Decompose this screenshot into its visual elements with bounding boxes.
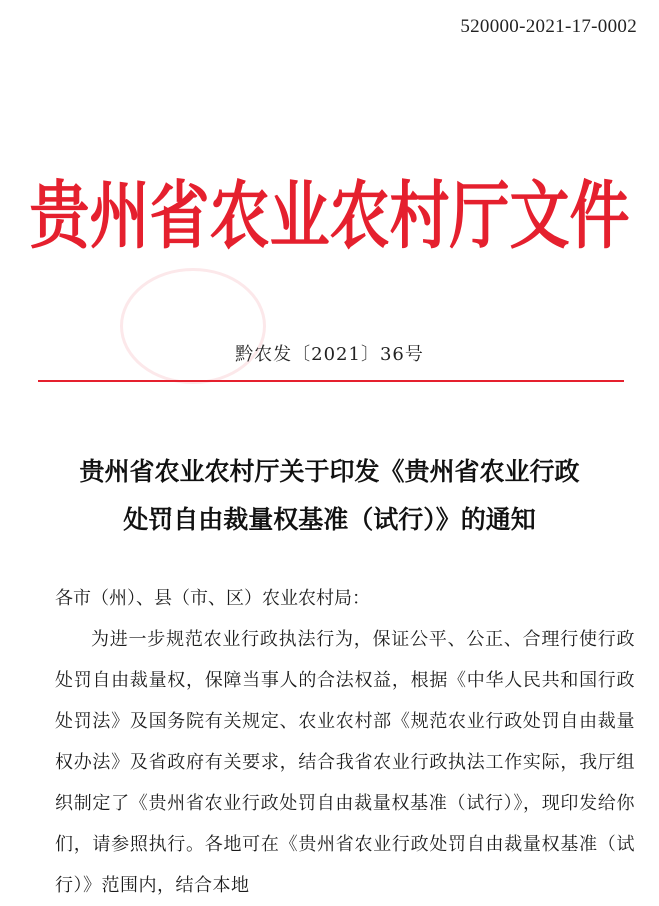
red-divider-line xyxy=(38,380,624,382)
document-title xyxy=(0,448,659,544)
faded-seal-stamp xyxy=(120,268,266,384)
title-line-2: 处罚自由裁量权基准（试行）》的通知 xyxy=(123,505,536,534)
document-number: 黔农发〔2021〕36号 xyxy=(235,344,424,365)
document-masthead: 贵州省农业农村厅文件 xyxy=(29,173,630,260)
salutation: 各市（州）、县（市、区）农业农村局： xyxy=(55,588,370,609)
title-line-1: 贵州省农业农村厅关于印发《贵州省农业行政 xyxy=(79,457,580,486)
body-paragraph: 为进一步规范农业行政执法行为，保证公平、公正、合理行使行政处罚自由裁量权，保障当事人的合法权益，根据《中华人民共和国行政处罚法》及国务院有关规定、农业农村部《规范农业行政处罚自由裁量权办法》及省政府有关要求，结合我省农业行政执法工作实际，我厅组织制定了《贵州省农业行政处罚自由裁量权基准（试行）》，现印发给你们，请参照执行。各地可在《贵州省农业行政处罚自由裁量权基准（试行）》范围内，结合本地 xyxy=(55,629,635,896)
document-code: 520000-2021-17-0002 xyxy=(460,16,637,37)
document-body xyxy=(55,578,635,906)
